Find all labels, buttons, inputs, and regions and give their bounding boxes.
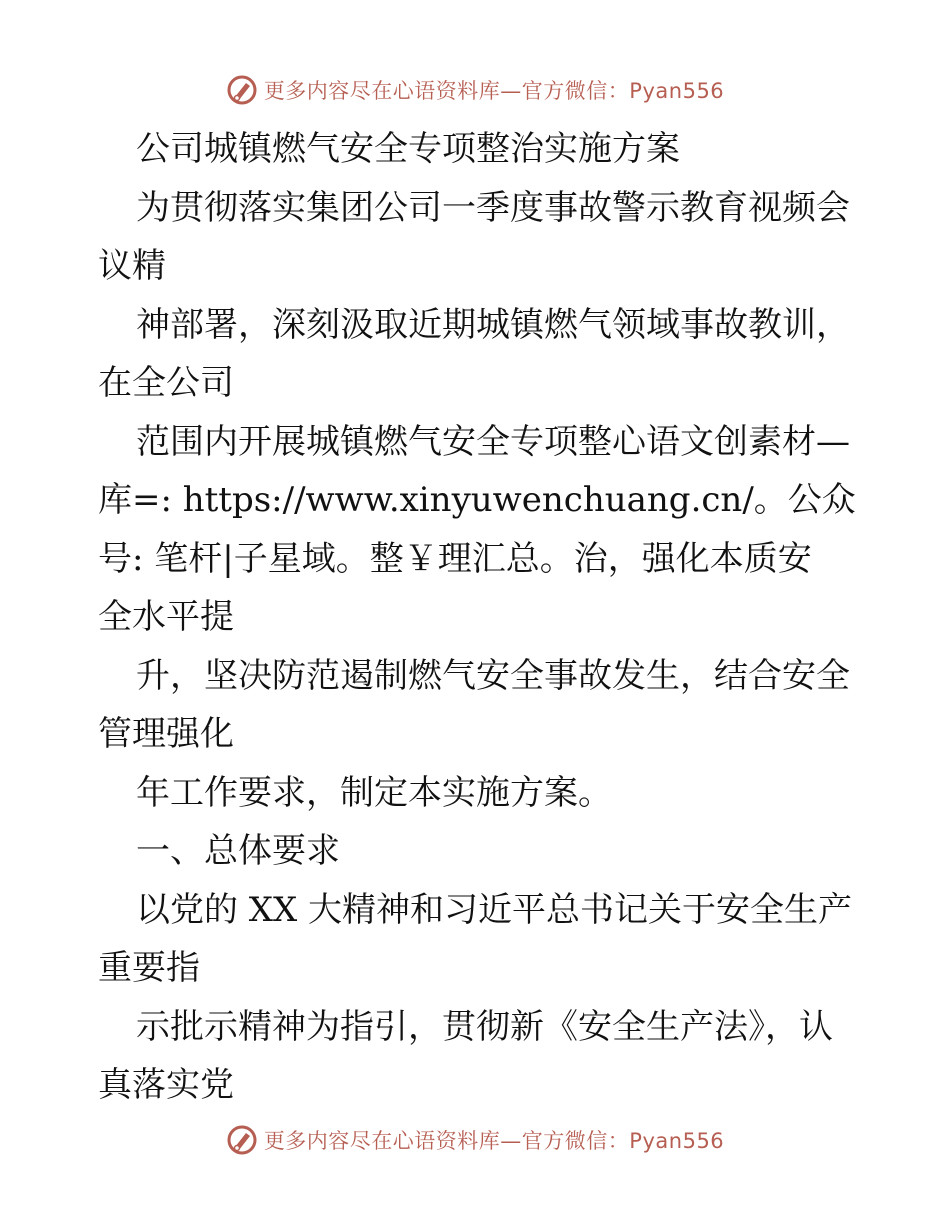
text-line: 管理强化 (98, 714, 234, 754)
text-line: 以党的 XX 大精神和习近平总书记关于安全生产 (136, 889, 853, 930)
watermark-text: 更多内容尽在心语资料库—官方微信：Pyan556 (263, 79, 725, 103)
text-line: 库=: https://www.xinyuwenchuang.cn/。公众 (98, 480, 856, 520)
text-line: 重要指 (98, 948, 200, 988)
text-line: 号: 笔杆|子星域。整￥理汇总。治，强化本质安 (98, 538, 812, 579)
watermark-footer (0, 1120, 950, 1160)
text-line: 神部署，深刻汲取近期城镇燃气领域事故教训， (136, 304, 850, 345)
document-body (98, 120, 858, 1115)
text-line: 范围内开展城镇燃气安全专项整心语文创素材— (136, 421, 850, 462)
pen-logo-icon (226, 1124, 258, 1156)
watermark-text: 更多内容尽在心语资料库—官方微信：Pyan556 (263, 1129, 725, 1153)
text-line: 示批示精神为指引，贯彻新《安全生产法》，认 (136, 1006, 833, 1047)
text-line: 在全公司 (98, 363, 234, 403)
text-line: 升，坚决防范遏制燃气安全事故发生，结合安全 (136, 655, 850, 696)
text-line: 年工作要求，制定本实施方案。 (136, 772, 612, 813)
text-line: 一、总体要求 (136, 831, 340, 871)
text-line: 真落实党 (98, 1065, 234, 1105)
pen-logo-icon (226, 74, 258, 106)
watermark-header (0, 70, 950, 110)
text-line: 公司城镇燃气安全专项整治实施方案 (136, 129, 680, 169)
text-line: 为贯彻落实集团公司一季度事故警示教育视频会 (136, 187, 850, 228)
text-line: 议精 (98, 246, 166, 286)
text-line: 全水平提 (98, 597, 234, 637)
